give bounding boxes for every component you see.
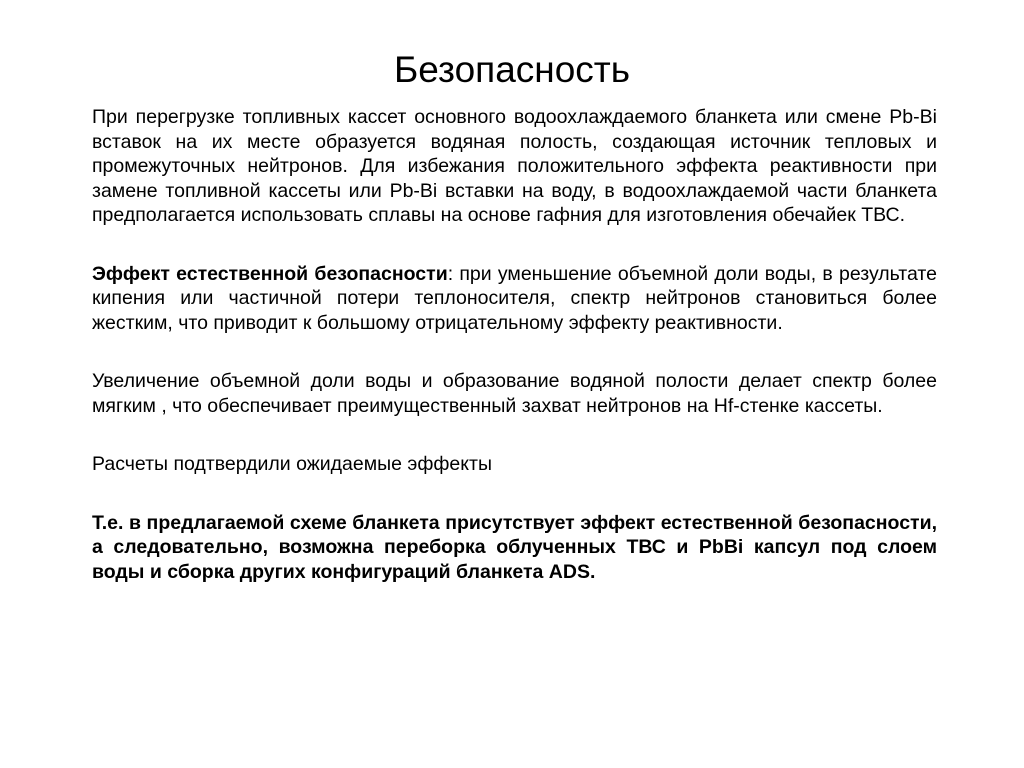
paragraph-refueling: При перегрузке топливных кассет основного водоохлаждаемого бланкета или смене Pb-Bi вставок на их месте образуется водяная полость, создающая источник тепловых и промежуточных нейтронов. Для избежания положительного эффекта реактивности при замене топливной кассеты или Pb-Bi вставки на воду, в водоохлаждаемой части бланкета предполагается использовать сплавы на основе гафния для изготовления обечайек ТВС.	[92, 106, 937, 226]
slide-title: Безопасность	[393, 49, 631, 90]
slide-body	[92, 105, 937, 618]
paragraph-natural-safety	[92, 262, 937, 336]
paragraph-calculations: Расчеты подтвердили ожидаемые эффекты	[92, 453, 492, 475]
natural-safety-text: : при уменьшение объемной доли воды, в результате кипения или частичной потери теплоносителя, спектр нейтронов становиться более жестким, что приводит к большому отрицательному эффекту реактивности.	[92, 262, 937, 334]
natural-safety-term: Эффект естественной безопасности	[92, 262, 448, 285]
paragraph-conclusion: Т.е. в предлагаемой схеме бланкета присутствует эффект естественной безопасности, а следовательно, возможна переборка облученных ТВС и PbBi капсул под слоем воды и сборка других конфигураций бланкета ADS.	[92, 511, 937, 583]
paragraph-water-fraction: Увеличение объемной доли воды и образование водяной полости делает спектр более мягким , что обеспечивает преимущественный захват нейтронов на Hf-стенке кассеты.	[92, 370, 937, 417]
